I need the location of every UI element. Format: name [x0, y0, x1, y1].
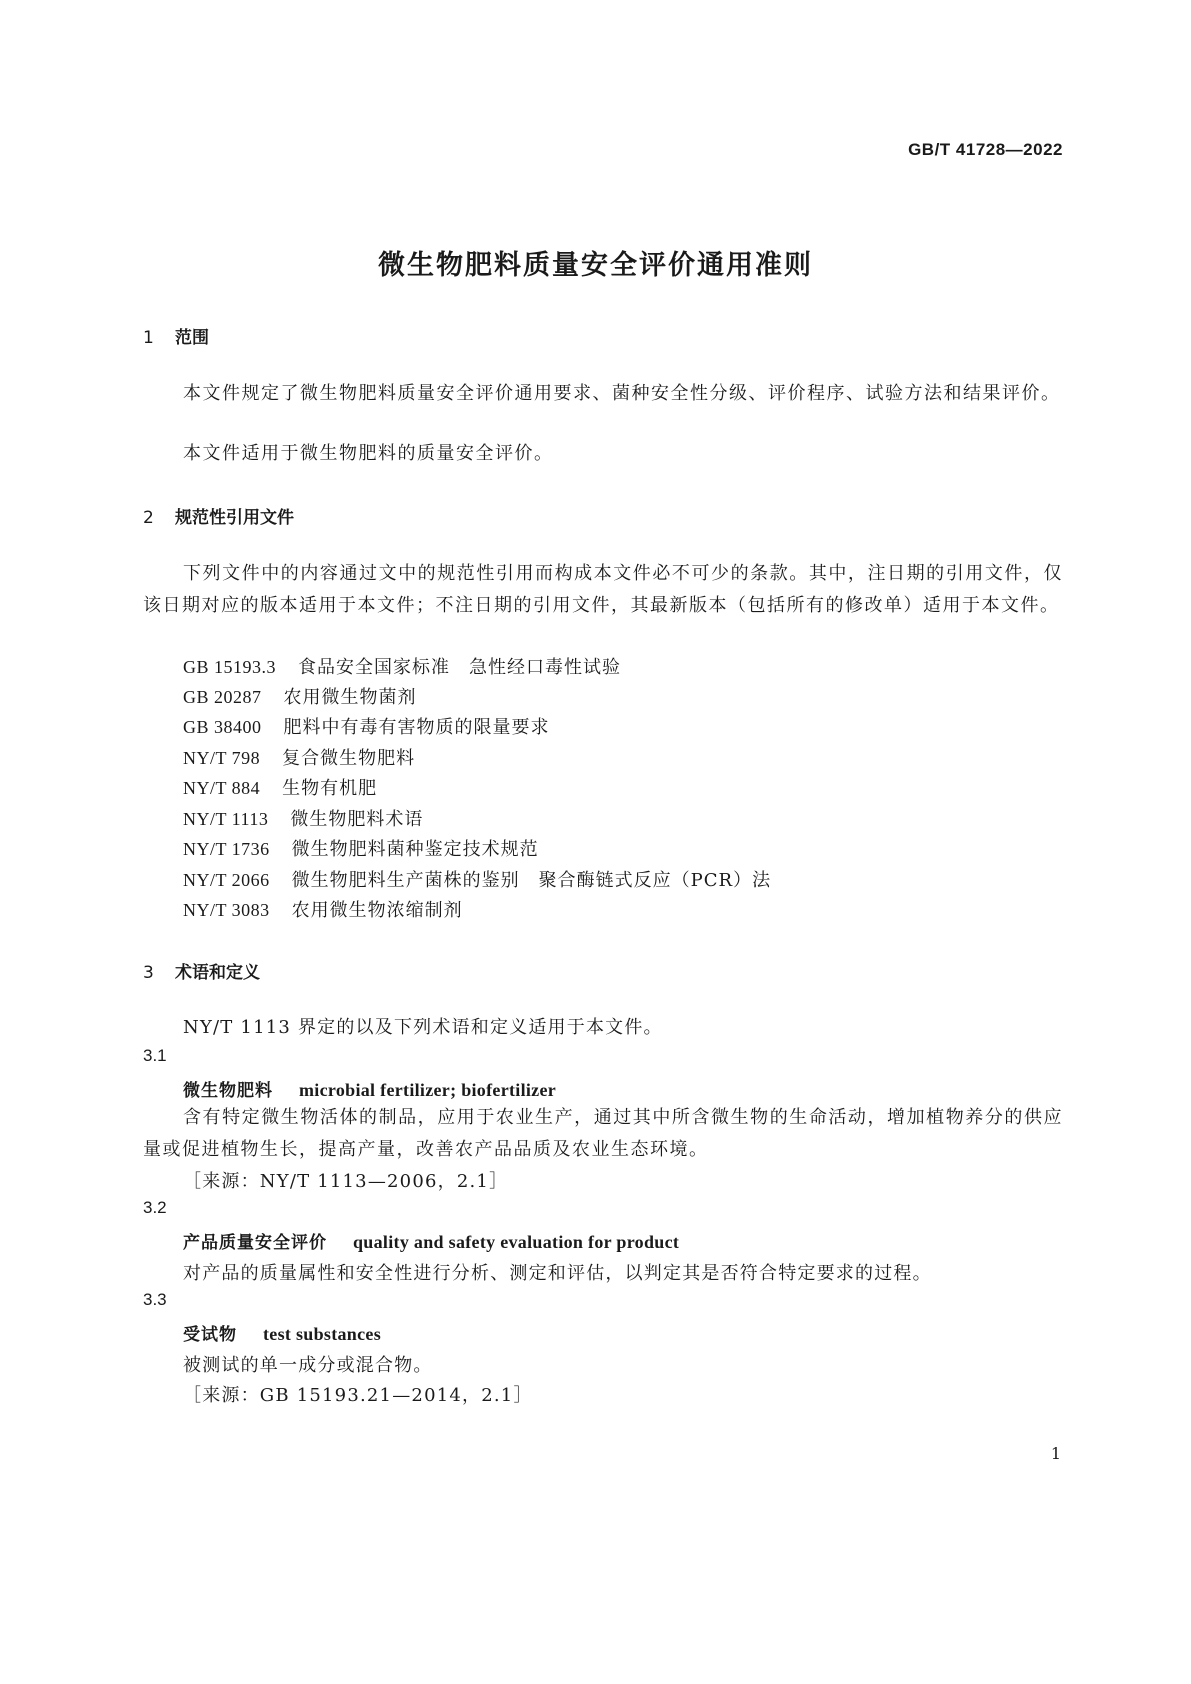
reference-item: [183, 713, 550, 739]
term-heading: [183, 1320, 381, 1345]
reference-title: 微生物肥料菌种鉴定技术规范: [291, 839, 539, 860]
term-source: ［来源：GB 15193.21—2014，2.1］: [183, 1385, 533, 1406]
reference-title: 食品安全国家标准 急性经口毒性试验: [298, 657, 622, 678]
term-en: microbial fertilizer; biofertilizer: [299, 1080, 557, 1100]
section-number: 1: [143, 328, 154, 348]
reference-title: 微生物肥料术语: [290, 809, 424, 830]
standard-code: GB/T 41728—2022: [908, 140, 1063, 159]
reference-item: [183, 896, 463, 922]
term-heading: [183, 1076, 556, 1101]
reference-code: NY/T 1736: [183, 839, 270, 859]
reference-title: 农用微生物菌剂: [283, 687, 417, 708]
term-en: test substances: [263, 1324, 382, 1344]
term-zh: 微生物肥料: [183, 1081, 273, 1101]
reference-item: [183, 683, 417, 709]
reference-code: NY/T 884: [183, 778, 261, 798]
reference-item: [183, 835, 539, 861]
reference-code: NY/T 1113: [183, 809, 269, 829]
reference-item: [183, 774, 377, 800]
term-definition: 被测试的单一成分或混合物。: [183, 1355, 433, 1376]
term-heading: [183, 1228, 679, 1253]
reference-title: 肥料中有毒有害物质的限量要求: [283, 717, 550, 738]
section-number: 3: [143, 963, 154, 983]
section-number: 2: [143, 508, 154, 528]
reference-title: 农用微生物浓缩制剂: [291, 900, 463, 921]
term-definition: 对产品的质量属性和安全性进行分析、测定和评估，以判定其是否符合特定要求的过程。: [183, 1263, 932, 1284]
reference-item: [183, 744, 415, 770]
reference-title: 生物有机肥: [282, 778, 378, 799]
reference-code: GB 38400: [183, 717, 262, 737]
reference-code: GB 20287: [183, 687, 262, 707]
section-heading-scope: [143, 323, 209, 348]
scope-paragraph-1: 本文件规定了微生物肥料质量安全评价通用要求、菌种安全性分级、评价程序、试验方法和结果评价。: [183, 383, 1061, 404]
reference-code: GB 15193.3: [183, 657, 277, 677]
scope-paragraph-2: 本文件适用于微生物肥料的质量安全评价。: [183, 443, 554, 464]
terms-intro: NY/T 1113 界定的以及下列术语和定义适用于本文件。: [183, 1017, 663, 1038]
clause-number: 3.1: [143, 1046, 167, 1065]
reference-code: NY/T 3083: [183, 900, 270, 920]
section-heading-terms: [143, 958, 260, 983]
term-en: quality and safety evaluation for product: [353, 1232, 680, 1252]
section-title: 术语和定义: [175, 963, 260, 983]
reference-code: NY/T 798: [183, 748, 261, 768]
document-title: 微生物肥料质量安全评价通用准则: [378, 250, 813, 281]
reference-title: 微生物肥料生产菌株的鉴别 聚合酶链式反应（PCR）法: [291, 870, 772, 891]
references-intro: 下列文件中的内容通过文中的规范性引用而构成本文件必不可少的条款。其中，注日期的引用文件，仅该日期对应的版本适用于本文件；不注日期的引用文件，其最新版本（包括所有的修改单）适用于本文件。: [143, 563, 1063, 616]
term-zh: 产品质量安全评价: [183, 1233, 327, 1253]
reference-item: [183, 866, 771, 892]
reference-item: [183, 805, 423, 831]
term-source: ［来源：NY/T 1113—2006，2.1］: [183, 1171, 509, 1192]
page-number: 1: [1050, 1444, 1061, 1463]
term-definition: 含有特定微生物活体的制品，应用于农业生产，通过其中所含微生物的生命活动，增加植物养分的供应量或促进植物生长，提高产量，改善农产品品质及农业生态环境。: [143, 1107, 1063, 1160]
reference-title: 复合微生物肥料: [282, 748, 416, 769]
reference-code: NY/T 2066: [183, 870, 270, 890]
section-title: 范围: [175, 328, 209, 348]
reference-item: [183, 653, 621, 679]
section-title: 规范性引用文件: [175, 508, 294, 528]
clause-number: 3.2: [143, 1198, 167, 1217]
term-zh: 受试物: [183, 1325, 237, 1345]
clause-number: 3.3: [143, 1290, 167, 1309]
section-heading-normative-references: [143, 503, 294, 528]
